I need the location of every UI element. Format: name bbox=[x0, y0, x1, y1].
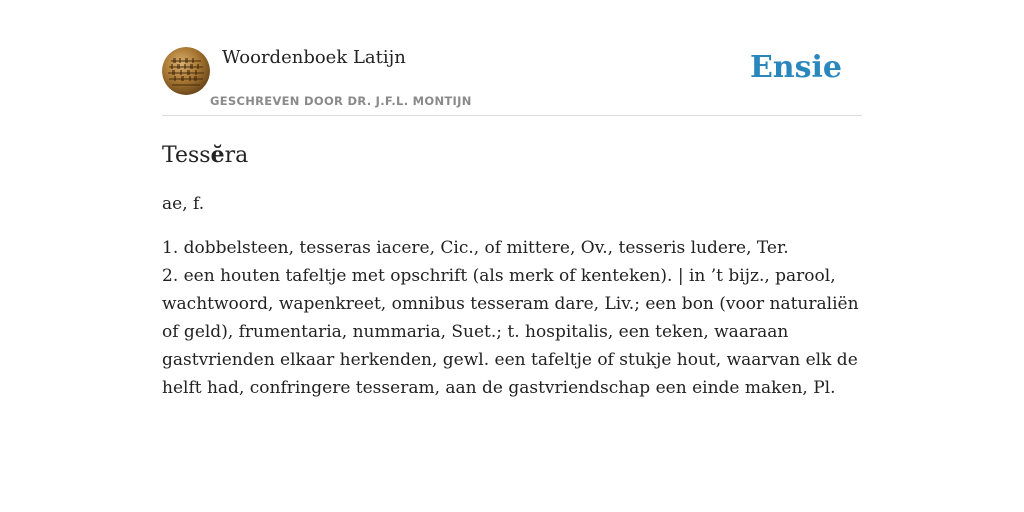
ensie-logo-link[interactable]: Ensie bbox=[749, 50, 842, 85]
entry-card bbox=[162, 40, 862, 402]
headword-start: Tess bbox=[162, 143, 211, 168]
dictionary-title[interactable]: Woordenboek Latijn bbox=[222, 47, 406, 68]
headword bbox=[162, 142, 862, 168]
headword-accent: ĕ bbox=[210, 142, 225, 168]
coin-inscription-icon[interactable] bbox=[162, 47, 210, 95]
definition-body bbox=[162, 234, 862, 402]
author-credit[interactable]: GESCHREVEN DOOR DR. J.F.L. MONTIJN bbox=[210, 94, 472, 108]
grammar-info: ae, f. bbox=[162, 194, 205, 214]
sense-2: 2. een houten tafeltje met opschrift (als merk of kenteken). | in ’t bijz., parool, wachtwoord, wapenkreet, omnibus tesseram dare, Liv.; een bon (voor naturaliën of geld), frumentaria, nummaria, Suet.; t. hospitalis, een teken, waaraan gastvrienden elkaar herkenden, gewl. een tafeltje of stukje hout, waarvan elk de helft had, confringere tesseram, aan de gastvriendschap een einde maken, Pl. bbox=[162, 266, 859, 398]
dictionary-header bbox=[162, 40, 862, 116]
headword-end: ra bbox=[224, 143, 249, 168]
sense-1: 1. dobbelsteen, tesseras iacere, Cic., of mittere, Ov., tesseris ludere, Ter. bbox=[162, 238, 789, 258]
